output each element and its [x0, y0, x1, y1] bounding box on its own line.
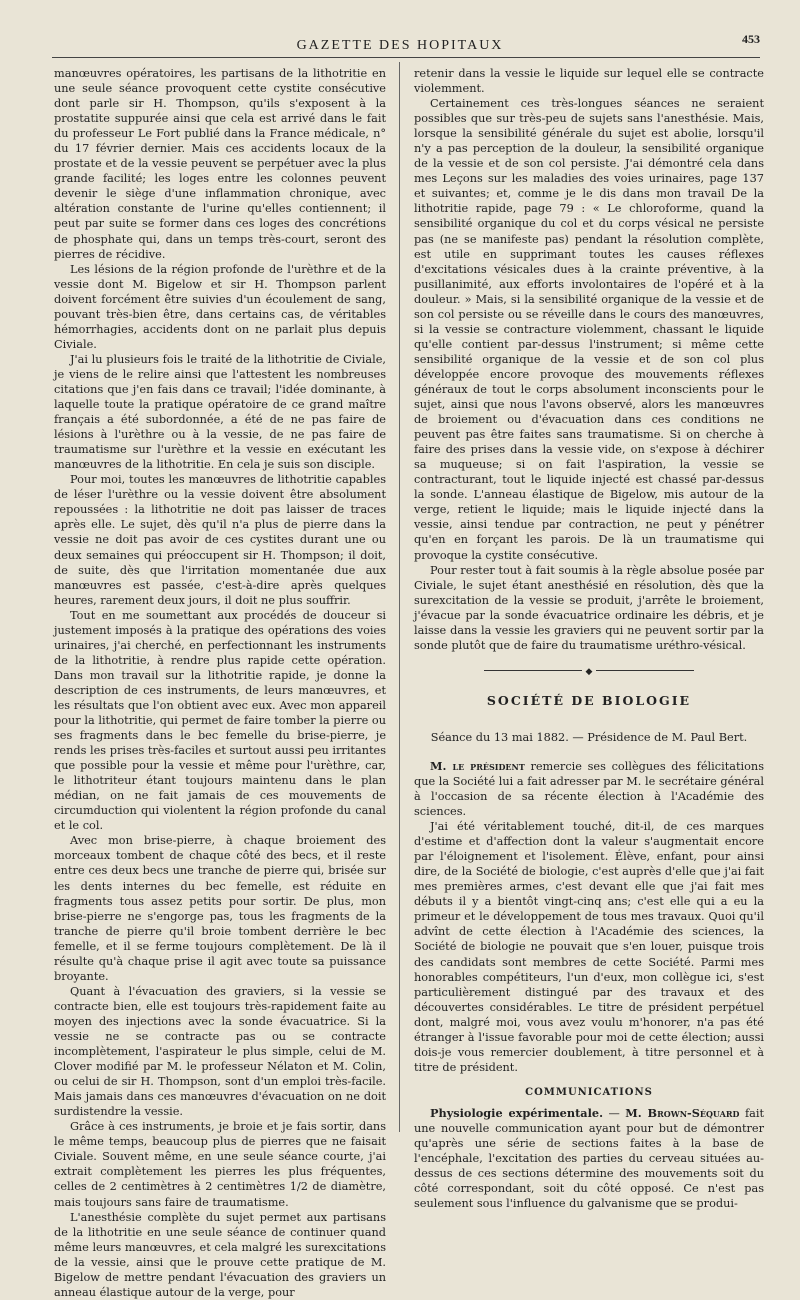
paragraph: Pour rester tout à fait soumis à la règle absolue posée par Civiale, le sujet étant anesthésié en résolution, dès que la surexcitation de la vessie se produit, j'arrête le broiement, j'évacue par la sonde évacuatrice ordinaire les débris, et je laisse dans la vessie les graviers qui ne peuvent sortir par la sonde plutôt que de faire du traumatisme uréthro-vésical.: [414, 563, 764, 652]
right-column: retenir dans la vessie le liquide sur lequel elle se contracte violemment. Certainement ces très-longues séances ne seraient possibles que sur très-peu de sujets sans l'anesthésie. Mais, lorsque la sensibilité générale du sujet est abolie, lorsqu'il n'y a pas perception de la douleur, la sensibilité organique de la vessie et de son col persiste. J'ai démontré cela dans mes Leçons sur les maladies des voies urinaires, page 137 et suivantes; et, comme je le dis dans mon travail De la lithotritie rapide, page 79 : « Le chloroforme, quand la sensibilité organique du col et du corps vésical ne persiste pas (ne se manifeste pas) pendant la résolution complète, est utile en supprimant toutes les causes réflexes d'excitations vésicales dues à la crainte préventive, à la pusillanimité, aux efforts involontaires de l'opéré et à la douleur. » Mais, si la sensibilité organique de la vessie et de son col persiste ou se réveille dans le cours des manœuvres, si la vessie se contracture violemment, chassant le liquide qu'elle contient par-dessus l'instrument; si même cette sensibilité organique de la vessie et de son col plus développée encore provoque des mouvements réflexes généraux de tout le corps absolument inconscients pour le sujet, ainsi que nous l'avons observé, alors les manœuvres de broiement ou d'évacuation dans ces conditions ne peuvent pas être faites sans traumatisme. Si on cherche à faire des prises dans la vessie vide, on s'expose à déchirer sa muqueuse; si on fait l'aspiration, la vessie se contracturant, tout le liquide injecté est chassé par-dessus la sonde. L'anneau élastique de Bigelow, mis autour de la verge, retient le liquide; mais le liquide injecté dans la vessie, ainsi tendue par contraction, ne peut y pénétrer qu'en en forçant les parois. De là un traumatisme qui provoque la cystite consécutive. Pour rester tout à fait soumis à la règle absolue posée par Civiale, le sujet étant anesthésié en résolution, dès que la surexcitation de la vessie se produit, j'arrête le broiement, j'évacue par la sonde évacuatrice ordinaire les débris, et je laisse dans la vessie les graviers qui ne peuvent sortir par la sonde plutôt que de faire du traumatisme uréthro-vésical. ◆ SOCIÉTÉ DE BIOLOGIE Séance du 13 mai 1882. — Présidence de M. Paul Bert. M. le président remercie ses collègues des félicitations que la Société lui a fait adresser par M. le secrétaire général à l'occasion de sa récente élection à l'Académie des sciences. J'ai été véritablement touché, dit-il, de ces marques d'estime et d'affection dont la valeur s'augmentait encore par l'éloignement et l'isolement. Élève, enfant, pour ainsi dire, de la Société de biologie, c'est auprès d'elle que j'ai fait mes premières armes, c'est devant elle que j'ai fait mes débuts il y a bientôt vingt-cinq ans; c'est elle qui a eu la primeur et le développement de tous mes travaux. Quoi qu'il advînt de cette élection à l'Académie des sciences, la Société de biologie ne pouvait que s'en louer, puisque trois des candidats sont membres de cette Société. Parmi mes honorables compétiteurs, l'un d'eux, mon collègue ici, s'est particulièrement distingué par des travaux et des découvertes considérables. Le titre de président perpétuel dont, malgré moi, vous avez voulu m'honorer, n'a pas été étranger à l'issue favorable pour moi de cette élection; aussi dois-je vous remercier doublement, à titre personnel et à titre de président. COMMUNICATIONS Physiologie expérimentale. — M. Brown-Séquard fait une nouvelle communication ayant pour but de démontrer qu'après une série de sections faites à la base de l'encéphale, l'excitation des parties du cerveau situées au-dessus de ces sections détermine des mouvements soit du côté correspondant, soit du côté opposé. Ce n'est pas seulement sous l'influence du galvanisme que se produi-: [414, 67, 765, 1211]
physiology-text: fait une nouvelle communication ayant pour but de démontrer qu'après une série de sections faites à la base de l'encéphale, l'excitation des parties du cerveau situées au-dessus de ces sections détermine des mouvements soit du côté correspondant, soit du côté opposé. Ce n'est pas seulement sous l'influence du galvanisme que se produi-: [414, 1106, 765, 1211]
session-line: Séance du 13 mai 1882. — Présidence de M. Paul Bert.: [430, 730, 748, 744]
communications-heading: COMMUNICATIONS: [525, 1086, 653, 1098]
paragraph: J'ai lu plusieurs fois le traité de la lithotritie de Civiale, je viens de le relire ainsi que l'attestent les nombreuses citations que j'en fais dans ce travail; l'idée dominante, à laquelle toute la pratique opératoire de ce grand maître français a été subordonnée, a été de ne pas faire de lésions à l'urèthre ou à la vessie, de ne pas faire de traumatisme sur l'urèthre et la vessie en exécutant les manœuvres de la lithotritie. En cela je suis son disciple.: [54, 352, 386, 472]
paragraph: Tout en me soumettant aux procédés de douceur si justement imposés à la pratique des opérations des voies urinaires, j'ai cherché, en perfectionnant les instruments de la lithotritie, à rendre plus rapide cette opération. Dans mon travail sur la lithotritie rapide, je donne la description de ces instruments, de leurs manœuvres, et les résultats que l'on obtient avec eux. Avec mon appareil pour la lithotritie, qui permet de faire tomber la pierre ou ses fragments dans le bec femelle du brise-pierre, je rends les prises très-faciles et surtout aussi peu irritantes que possible pour la vessie et même pour l'urèthre, car, le lithotriteur étant toujours maintenu dans le plan médian, on ne fait jamais de ces mouvements de circumduction qui violentent la région profonde du canal et le col.: [54, 608, 386, 833]
paragraph: Certainement ces très-longues séances ne seraient possibles que sur très-peu de sujets sans l'anesthésie. Mais, lorsque la sensibilité générale du sujet est abolie, lorsqu'il n'y a pas perception de la douleur, la sensibilité organique de la vessie et de son col persiste. J'ai démontré cela dans mes Leçons sur les maladies des voies urinaires, page 137 et suivantes; et, comme je le dis dans mon travail De la lithotritie rapide, page 79 : « Le chloroforme, quand la sensibilité organique du col et du corps vésical ne persiste pas (ne se manifeste pas) pendant la résolution complète, est utile en supprimant toutes les causes réflexes d'excitations vésicales dues à la crainte préventive, à la pusillanimité, aux efforts involontaires de l'opéré et à la douleur. » Mais, si la sensibilité organique de la vessie et de son col persiste ou se réveille dans le cours des manœuvres, si la vessie se contracture violemment, chassant le liquide qu'elle contient par-dessus l'instrument; si même cette sensibilité organique de la vessie et de son col plus développée encore provoque des mouvements réflexes généraux de tout le corps absolument inconscients pour le sujet, ainsi que nous l'avons observé, alors les manœuvres de broiement ou d'évacuation dans ces conditions ne peuvent pas être faites sans traumatisme. Si on cherche à faire des prises dans la vessie vide, on s'expose à déchirer sa muqueuse; si on fait l'aspiration, la vessie se contracturant, tout le liquide injecté est chassé par-dessus la sonde. L'anneau élastique de Bigelow, mis autour de la verge, retient le liquide; mais le liquide injecté dans la vessie, ainsi tendue par contraction, ne peut y pénétrer qu'en en forçant les parois. De là un traumatisme qui provoque la cystite consécutive.: [414, 97, 764, 562]
header-rule: [52, 57, 760, 58]
paragraph: retenir dans la vessie le liquide sur lequel elle se contracte violemment.: [414, 67, 764, 96]
page-number: 453: [742, 32, 760, 46]
president-text: remercie ses collègues des félicitations que la Société lui a fait adresser par M. le secrétaire général à l'occasion de sa récente élection à l'Académie des sciences.: [414, 759, 765, 819]
president-label: M. le président: [430, 758, 525, 773]
paragraph: Quant à l'évacuation des graviers, si la vessie se contracte bien, elle est toujours très-rapidement faite au moyen des injections avec la sonde évacuatrice. Si la vessie ne se contracte pas ou se contracte incomplètement, l'aspirateur le plus simple, celui de M. Clover modifié par M. le professeur Nélaton et M. Colin, ou celui de sir H. Thompson, sont d'un emploi très-facile. Mais jamais dans ces manœuvres d'évacuation on ne doit surdistendre la vessie.: [54, 984, 386, 1119]
paragraph: Les lésions de la région profonde de l'urèthre et de la vessie dont M. Bigelow et sir H. Thompson parlent doivent forcément être suivies d'un écoulement de sang, pouvant très-bien être, dans certains cas, de véritables hémorrhagies, accidents dont on ne parlait plus depuis Civiale.: [54, 262, 386, 351]
paragraph: Pour moi, toutes les manœuvres de lithotritie capables de léser l'urèthre ou la vessie doivent être absolument repoussées : la lithotritie ne doit pas laisser de traces après elle. Le sujet, dès qu'il n'a plus de pierre dans la vessie ne doit pas avoir de ces cystites durant une ou deux semaines qui préoccupent sir H. Thompson; il doit, de suite, dès que l'irritation momentanée due aux manœuvres est passée, c'est-à-dire après quelques heures, rarement deux jours, il doit ne plus souffrir.: [54, 473, 386, 607]
paragraph: L'anesthésie complète du sujet permet aux partisans de la lithotritie en une seule séance de continuer quand même leurs manœuvres, et cela malgré les surexcitations de la vessie, ainsi que le prouve cette pratique de M. Bigelow de mettre pendant l'évacuation des graviers un anneau élastique autour de la verge, pour: [54, 1210, 386, 1299]
section-title: SOCIÉTÉ DE BIOLOGIE: [486, 692, 692, 708]
paragraph: Avec mon brise-pierre, à chaque broiement des morceaux tombent de chaque côté des becs, et il reste entre ces deux becs une tranche de pierre qui, brisée sur les dents internes du bec femelle, est réduite en fragments tous assez petits pour sortir. De plus, mon brise-pierre ne s'engorge pas, tous les fragments de la tranche de pierre qu'il broie tombent derrière le bec femelle, et il se ferme toujours complètement. De là il résulte qu'à chaque prise il agit avec toute sa puissance broyante.: [54, 834, 386, 983]
column-divider: [399, 62, 400, 1132]
president-speech: J'ai été véritablement touché, dit-il, de ces marques d'estime et d'affection dont la valeur s'augmentait encore par l'éloignement et l'isolement. Élève, enfant, pour ainsi dire, de la Société de biologie, c'est auprès d'elle que j'ai fait mes premières armes, c'est devant elle que j'ai fait mes débuts il y a bientôt vingt-cinq ans; c'est elle qui a eu la primeur et le développement de tous mes travaux. Quoi qu'il advînt de cette élection à l'Académie des sciences, la Société de biologie ne pouvait que s'en louer, puisque trois des candidats sont membres de cette Société. Parmi mes honorables compétiteurs, l'un d'eux, mon collègue ici, s'est particulièrement distingué par des travaux et des découvertes considérables. Le titre de président perpétuel dont, malgré moi, vous avez voulu m'honorer, n'a pas été étranger à l'issue favorable pour moi de cette élection; aussi dois-je vous remercier doublement, à titre personnel et à titre de président.: [414, 820, 764, 1074]
physiology-label: Physiologie expérimentale.: [430, 1105, 604, 1120]
section-separator: ◆: [414, 663, 764, 679]
paragraph: Grâce à ces instruments, je broie et je fais sortir, dans le même temps, beaucoup plus de pierres que ne faisait Civiale. Souvent même, en une seule séance courte, j'ai extrait complètement les pierres les plus fréquentes, celles de 2 centimètres à 2 centimètres 1/2 de diamètre, mais toujours sans faire de traumatisme.: [54, 1120, 386, 1209]
physiology-author: M. Brown-Séquard: [625, 1105, 740, 1120]
left-column: [54, 66, 386, 1300]
paragraph: manœuvres opératoires, les partisans de la lithotritie en une seule séance provoquent cette cystite consécutive dont parle sir H. Thompson, qu'ils s'exposent à la prostatite suppurée ainsi que cela est arrivé dans le fait du professeur Le Fort publié dans la France médicale, n° du 17 février dernier. Mais ces accidents locaux de la prostate et de la vessie peuvent se perpétuer avec la plus grande facilité; les loges entre les colonnes peuvent devenir le siège d'une inflammation chronique, avec altération constante de l'urine qu'elles contiennent; il peut par suite se former dans ces loges des concrétions de phosphate qui, dans un temps très-court, seront des pierres de récidive.: [54, 67, 386, 261]
page-header-title: GAZETTE DES HOPITAUX: [296, 38, 504, 53]
